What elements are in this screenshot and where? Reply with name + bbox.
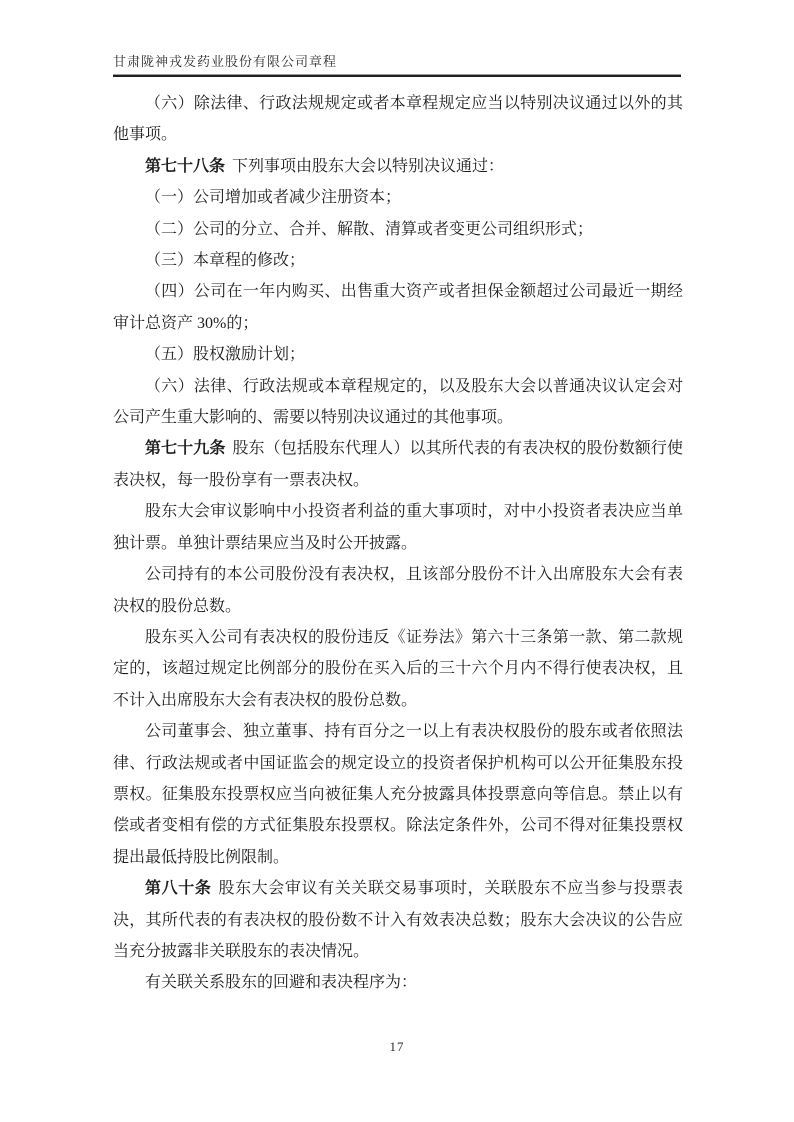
paragraph bbox=[113, 433, 683, 496]
paragraph-text: 有关联关系股东的回避和表决程序为： bbox=[145, 974, 418, 992]
paragraph bbox=[113, 88, 683, 151]
paragraph-text: （六）除法律、行政法规规定或者本章程规定应当以特别决议通过以外的其他事项。 bbox=[113, 95, 683, 144]
paragraph bbox=[113, 716, 683, 873]
header-divider bbox=[113, 74, 681, 77]
paragraph-text: 股东大会审议影响中小投资者利益的重大事项时，对中小投资者表决应当单独计票。单独计票结果应当及时公开披露。 bbox=[113, 503, 683, 552]
paragraph bbox=[113, 967, 683, 998]
paragraph bbox=[113, 622, 683, 716]
paragraph bbox=[113, 873, 683, 967]
paragraph bbox=[113, 371, 683, 434]
header-title: 甘肃陇神戎发药业股份有限公司章程 bbox=[113, 54, 338, 69]
paragraph bbox=[113, 245, 683, 276]
paragraph-text: （一）公司增加或者减少注册资本； bbox=[145, 189, 402, 207]
paragraph bbox=[113, 276, 683, 339]
paragraph-text: 公司持有的本公司股份没有表决权，且该部分股份不计入出席股东大会有表决权的股份总数。 bbox=[113, 566, 683, 615]
article-number: 第七十八条 bbox=[145, 157, 226, 175]
paragraph-text: 公司董事会、独立董事、持有百分之一以上有表决权股份的股东或者依照法律、行政法规或者中国证监会的规定设立的投资者保护机构可以公开征集股东投票权。征集股东投票权应当向被征集人充分披露具体投票意向等信息。禁止以有偿或者变相有偿的方式征集股东投票权。除法定条件外，公司不得对征集投票权提出最低持股比例限制。 bbox=[113, 723, 683, 866]
paragraph bbox=[113, 339, 683, 370]
paragraph-text: （二）公司的分立、合并、解散、清算或者变更公司组织形式； bbox=[145, 220, 594, 238]
paragraph-text: （四）公司在一年内购买、出售重大资产或者担保金额超过公司最近一期经审计总资产 30%的； bbox=[113, 283, 683, 332]
page-number: 17 bbox=[389, 1039, 405, 1054]
paragraph bbox=[113, 182, 683, 213]
paragraph-text: （三）本章程的修改； bbox=[145, 252, 306, 270]
paragraph bbox=[113, 559, 683, 622]
paragraph bbox=[113, 151, 683, 182]
paragraph-text: 股东买入公司有表决权的股份违反《证券法》第六十三条第一款、第二款规定的，该超过规定比例部分的股份在买入后的三十六个月内不得行使表决权，且不计入出席股东大会有表决权的股份总数。 bbox=[113, 628, 683, 709]
page-header bbox=[113, 52, 681, 77]
paragraph-text: （五）股权激励计划； bbox=[145, 346, 306, 364]
page-footer bbox=[0, 1038, 794, 1056]
paragraph-text: 股东（包括股东代理人）以其所代表的有表决权的股份数额行使表决权，每一股份享有一票表决权。 bbox=[113, 440, 683, 489]
paragraph bbox=[113, 496, 683, 559]
paragraph-text: （六）法律、行政法规或本章程规定的，以及股东大会以普通决议认定会对公司产生重大影响的、需要以特别决议通过的其他事项。 bbox=[113, 377, 683, 427]
article-number: 第八十条 bbox=[145, 880, 212, 898]
document-body bbox=[113, 88, 683, 999]
paragraph bbox=[113, 214, 683, 245]
article-number: 第七十九条 bbox=[145, 440, 226, 458]
paragraph-text: 股东大会审议有关关联交易事项时，关联股东不应当参与投票表决，其所代表的有表决权的股份数不计入有效表决总数；股东大会决议的公告应当充分披露非关联股东的表决情况。 bbox=[113, 880, 683, 960]
paragraph-text: 下列事项由股东大会以特别决议通过： bbox=[232, 157, 505, 175]
